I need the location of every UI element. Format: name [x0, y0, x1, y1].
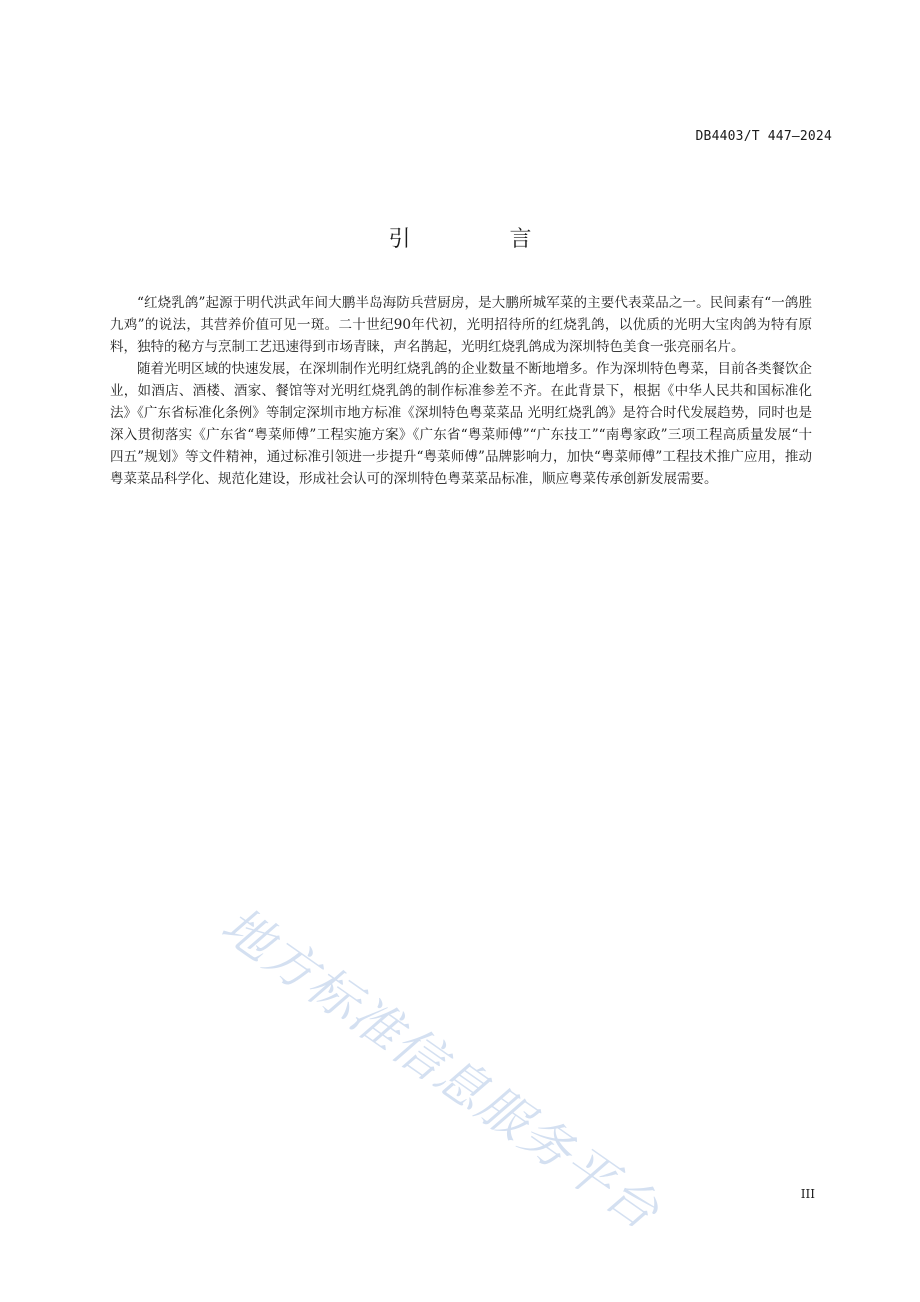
paragraph-origin: “红烧乳鸽”起源于明代洪武年间大鹏半岛海防兵营厨房，是大鹏所城军菜的主要代表菜品之一。民间素有“一鸽胜九鸡”的说法，其营养价值可见一斑。二十世纪90年代初，光明招待所的红烧乳鸽，以优质的光明大宝肉鸽为特有原料，独特的秘方与烹制工艺迅速得到市场青睐，声名鹊起，光明红烧乳鸽成为深圳特色美食一张亮丽名片。 [110, 295, 812, 355]
page-number: III [800, 1187, 815, 1201]
section-heading: 引 言 [388, 227, 578, 252]
watermark: 地方标准信息服务平台 [211, 895, 671, 1242]
introduction-body [110, 292, 812, 490]
paragraph-background: 随着光明区域的快速发展，在深圳制作光明红烧乳鸽的企业数量不断地增多。作为深圳特色粤菜，目前各类餐饮企业，如酒店、酒楼、酒家、餐馆等对光明红烧乳鸽的制作标准参差不齐。在此背景下，根据《中华人民共和国标准化法》《广东省标准化条例》等制定深圳市地方标准《深圳特色粤菜菜品 光明红烧乳鸽》是符合时代发展趋势，同时也是深入贯彻落实《广东省“粤菜师傅”工程实施方案》《广东省“粤菜师傅”“广东技工”“南粤家政”三项工程高质量发展“十四五”规划》等文件精神，通过标准引领进一步提升“粤菜师傅”品牌影响力，加快“粤菜师傅”工程技术推广应用，推动粤菜菜品科学化、规范化建设，形成社会认可的深圳特色粤菜菜品标准，顺应粤菜传承创新发展需要。 [110, 361, 812, 487]
standard-code: DB4403/T 447—2024 [695, 129, 832, 144]
